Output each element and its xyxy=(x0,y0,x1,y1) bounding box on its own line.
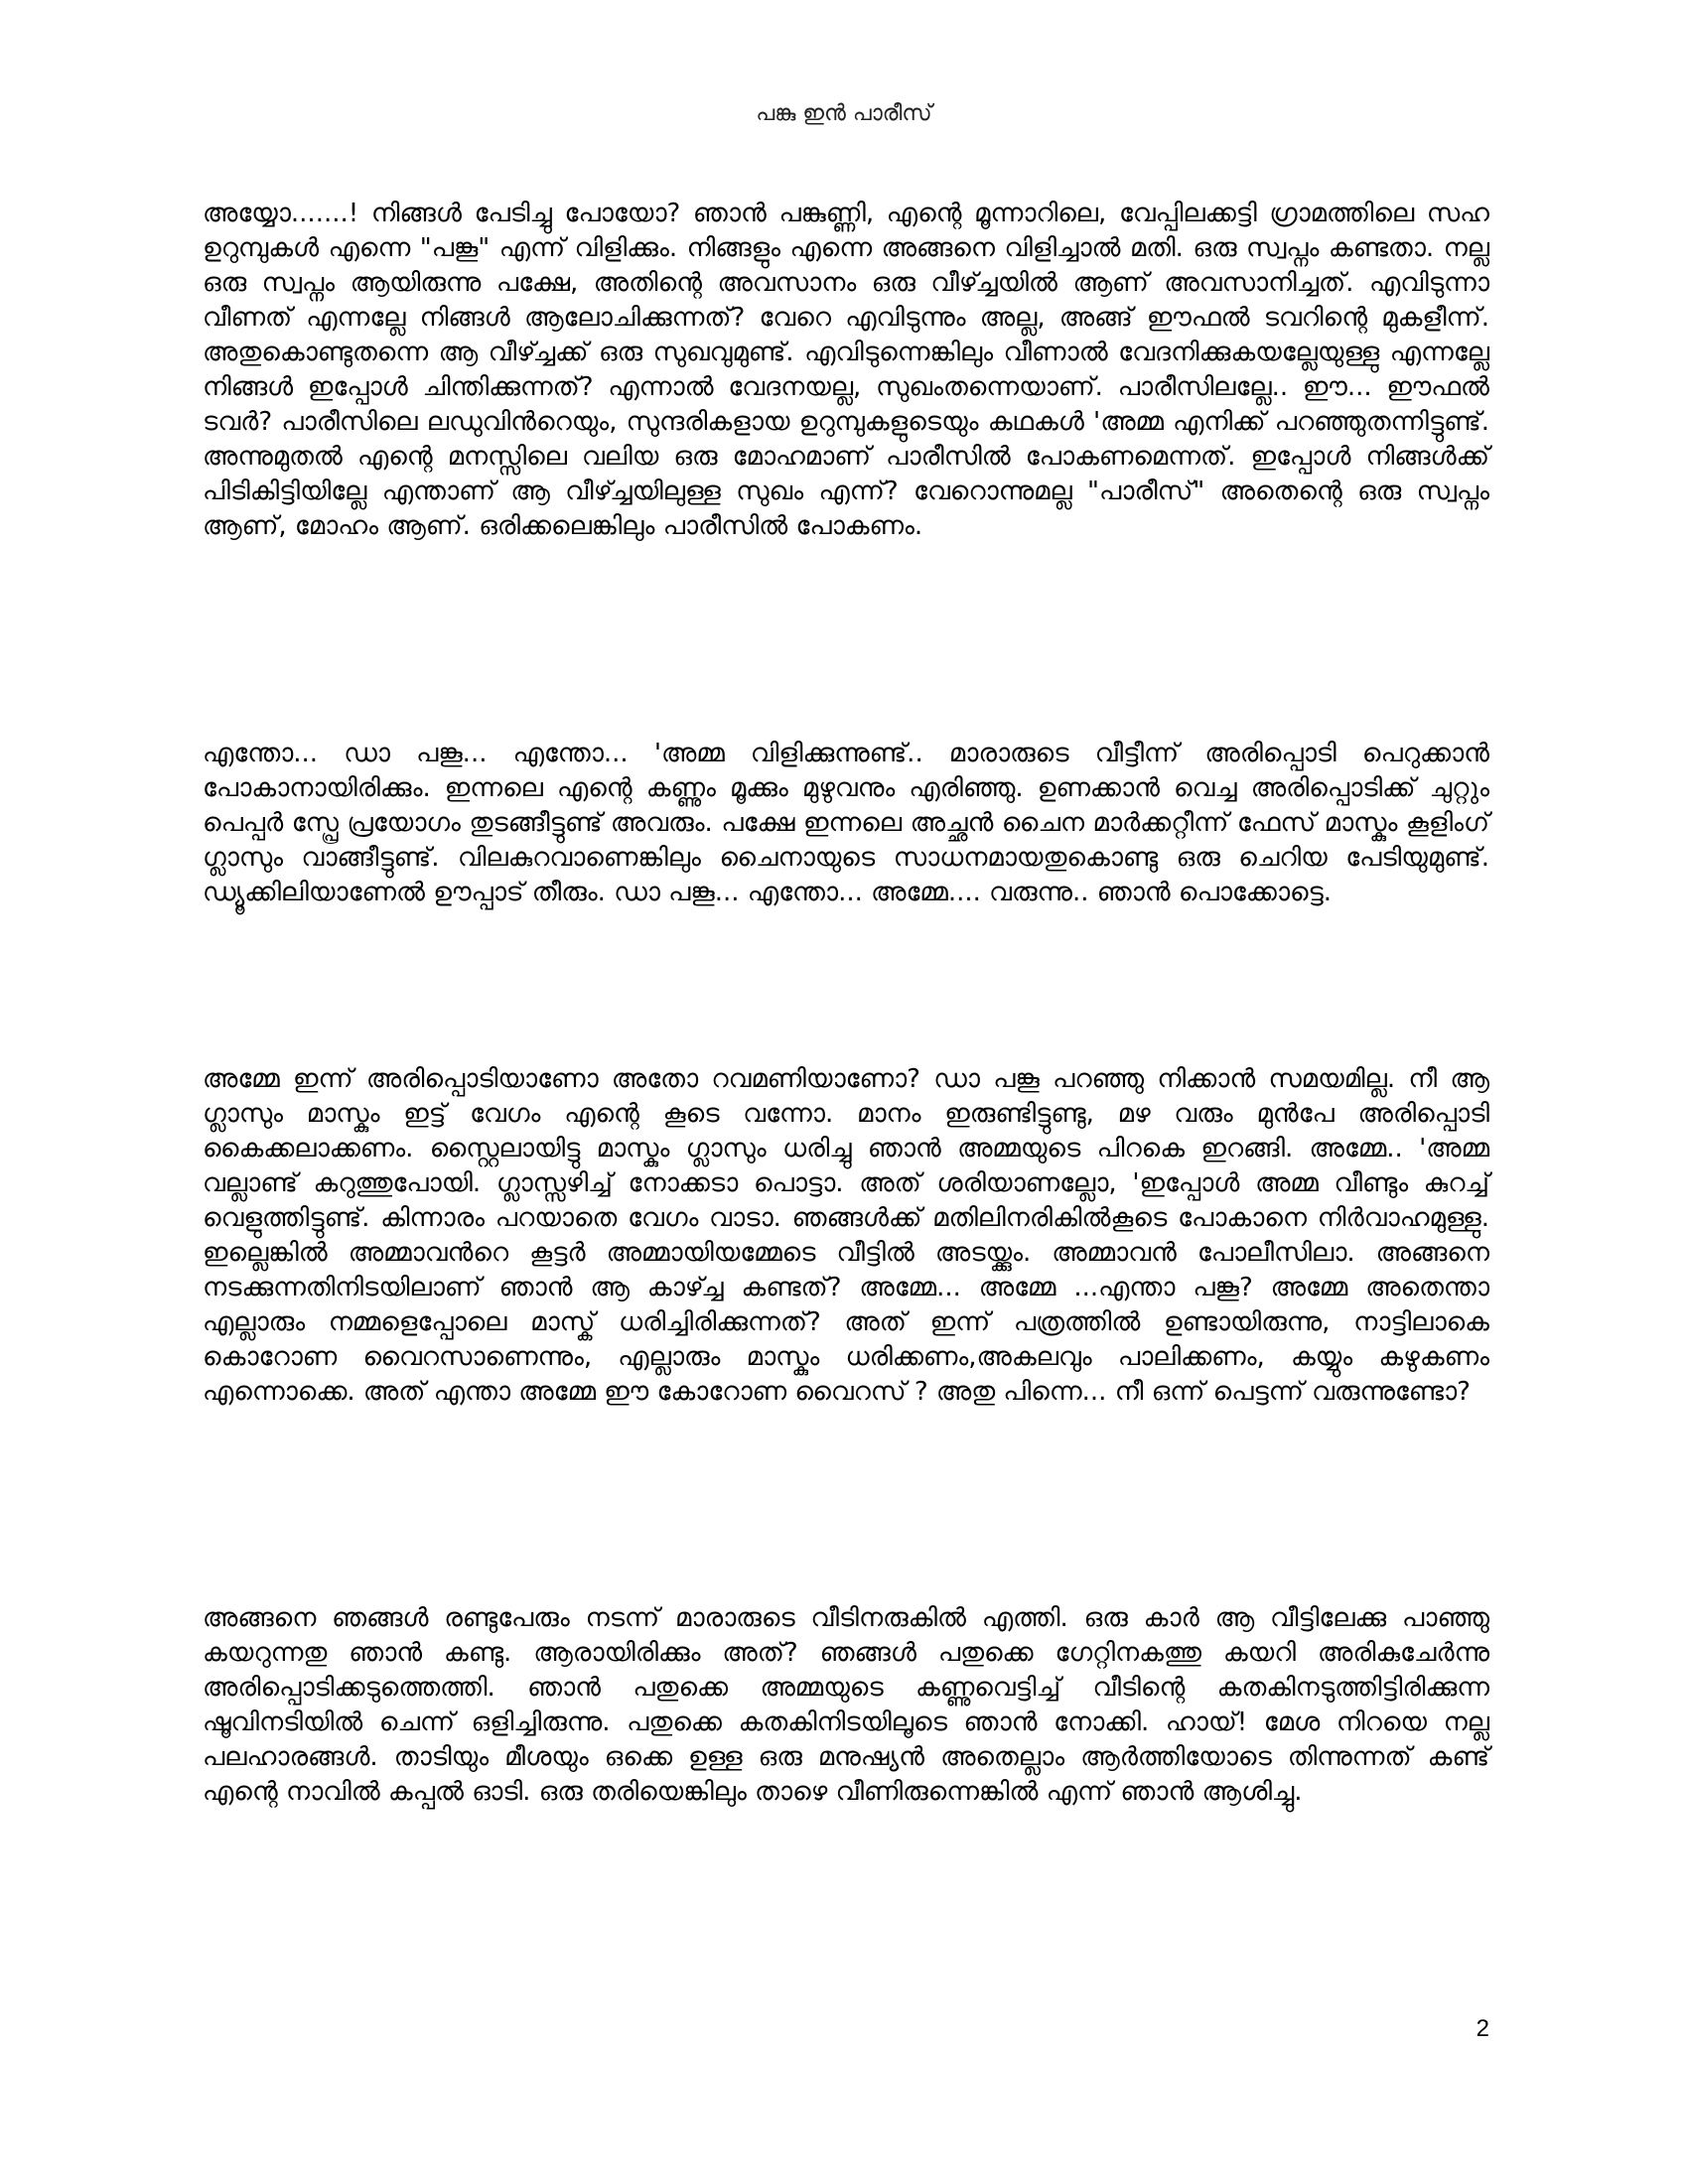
story-paragraph-1: അയ്യോ.......! നിങ്ങൾ പേടിച്ചു പോയോ? ഞാൻ പങ്കുണ്ണി, എന്റെ മൂന്നാറിലെ, വേപ്പിലക്കട്ടി ഗ്രാമത്തിലെ സഹ ഉറുമ്പുകൾ എന്നെ "പങ്കൂ" എന്ന് വിളിക്കും. നിങ്ങളും എന്നെ അങ്ങനെ വിളിച്ചാൽ മതി. ഒരു സ്വപ്നം കണ്ടതാ. നല്ല ഒരു സ്വപ്നം ആയിരുന്നു പക്ഷേ, അതിന്റെ അവസാനം ഒരു വീഴ്ച്ചയിൽ ആണ് അവസാനിച്ചത്. എവിടുന്നാ വീണത് എന്നല്ലേ നിങ്ങൾ ആലോചിക്കുന്നത്? വേറെ എവിടുന്നും അല്ല, അങ്ങ് ഈഫൽ ടവറിന്റെ മുകളീന്ന്. അതുകൊണ്ടുതന്നെ ആ വീഴ്ച്ചക്ക് ഒരു സുഖവുമുണ്ട്. എവിടുന്നെങ്കിലും വീണാൽ വേദനിക്കുകയല്ലേയുള്ളു എന്നല്ലേ നിങ്ങൾ ഇപ്പോൾ ചിന്തിക്കുന്നത്? എന്നാൽ വേദനയല്ല, സുഖംതന്നെയാണ്. പാരീസിലല്ലേ.. ഈ... ഈഫൽ ടവർ? പാരീസിലെ ലഡുവിൻറെയും, സുന്ദരികളായ ഉറുമ്പുകളുടെയും കഥകൾ 'അമ്മ എനിക്ക് പറഞ്ഞുതന്നിട്ടുണ്ട്. അന്നുമുതൽ എന്റെ മനസ്സിലെ വലിയ ഒരു മോഹമാണ് പാരീസിൽ പോകണമെന്നത്. ഇപ്പോൾ നിങ്ങൾക്ക് പിടികിട്ടിയില്ലേ എന്താണ് ആ വീഴ്ച്ചയിലുള്ള സുഖം എന്ന്? വേറൊന്നുമല്ല "പാരീസ്" അതെന്റെ ഒരു സ്വപ്നം ആണ്, മോഹം ആണ്. ഒരിക്കലെങ്കിലും പാരീസിൽ പോകണം. xyxy=(203,199,1489,541)
running-header-title: പങ്കു ഇൻ പാരീസ് xyxy=(756,101,932,126)
story-paragraph-3: അമ്മേ ഇന്ന് അരിപ്പൊടിയാണോ അതോ റവമണിയാണോ? ഡാ പങ്കൂ പറഞ്ഞു നിക്കാൻ സമയമില്ല. നീ ആ ഗ്ലാസും മാസ്കും ഇട്ട് വേഗം എന്റെ കൂടെ വന്നോ. മാനം ഇരുണ്ടിട്ടുണ്ടു, മഴ വരും മുൻപേ അരിപ്പൊടി കൈക്കലാക്കണം. സ്റ്റൈലായിട്ടു മാസ്കും ഗ്ലാസും ധരിച്ചു ഞാൻ അമ്മയുടെ പിറകെ ഇറങ്ങി. അമ്മേ.. 'അമ്മ വല്ലാണ്ട് കറുത്തുപോയി. ഗ്ലാസ്സഴിച്ച് നോക്കടാ പൊട്ടാ. അത് ശരിയാണല്ലോ, 'ഇപ്പോൾ അമ്മ വീണ്ടും കുറച്ച് വെളുത്തിട്ടുണ്ട്. കിന്നാരം പറയാതെ വേഗം വാടാ. ഞങ്ങൾക്ക് മതിലിനരികിൽകൂടെ പോകാനെ നിർവാഹമുള്ളു. ഇല്ലെങ്കിൽ അമ്മാവൻറെ കൂട്ടർ അമ്മായിയമ്മേടെ വീട്ടിൽ അടയ്ക്കും. അമ്മാവൻ പോലീസിലാ. അങ്ങനെ നടക്കുന്നതിനിടയിലാണ് ഞാൻ ആ കാഴ്ച്ച കണ്ടത്? അമ്മേ... അമ്മേ ...എന്താ പങ്കൂ? അമ്മേ അതെന്താ എല്ലാരും നമ്മളെപ്പോലെ മാസ്ക് ധരിച്ചിരിക്കുന്നത്? അത് ഇന്ന് പത്രത്തിൽ ഉണ്ടായിരുന്നു, നാട്ടിലാകെ കൊറോണ വൈറസാണെന്നും, എല്ലാരും മാസ്കും ധരിക്കണം,അകലവും പാലിക്കണം, കയ്യും കഴുകണം എന്നൊക്കെ. അത് എന്താ അമ്മേ ഈ കോറോണ വൈറസ് ? അതു പിന്നെ... നീ ഒന്ന് പെട്ടന്ന് വരുന്നുണ്ടോ? xyxy=(203,1064,1489,1407)
story-paragraph-2: എന്തോ... ഡാ പങ്കൂ... എന്തോ... 'അമ്മ വിളിക്കുന്നുണ്ട്.. മാരാരുടെ വീട്ടീന്ന് അരിപ്പൊടി പെറുക്കാൻ പോകാനായിരിക്കും. ഇന്നലെ എന്റെ കണ്ണും മൂക്കും മുഴുവനും എരിഞ്ഞു. ഉണക്കാൻ വെച്ച അരിപ്പൊടിക്ക് ചുറ്റും പെപ്പർ സ്പ്രേ പ്രയോഗം തുടങ്ങീട്ടുണ്ട് അവരും. പക്ഷേ ഇന്നലെ അച്ഛൻ ചൈന മാർക്കറ്റീന്ന് ഫേസ് മാസ്കും കൂളിംഗ് ഗ്ലാസും വാങ്ങീട്ടുണ്ട്. വിലകുറവാണെങ്കിലും ചൈനായുടെ സാധനമായതുകൊണ്ടു ഒരു ചെറിയ പേടിയുമുണ്ട്. ഡ്യൂക്കിലിയാണേൽ ഊപ്പാട് തീരും. ഡാ പങ്കൂ... എന്തോ... അമ്മേ.... വരുന്നു.. ഞാൻ പൊക്കോട്ടെ. xyxy=(203,739,1489,907)
story-paragraph-4: അങ്ങനെ ഞങ്ങൾ രണ്ടുപേരും നടന്ന് മാരാരുടെ വീടിനരുകിൽ എത്തി. ഒരു കാർ ആ വീട്ടിലേക്കു പാഞ്ഞു കയറുന്നതു ഞാൻ കണ്ടു. ആരായിരിക്കും അത്? ഞങ്ങൾ പതുക്കെ ഗേറ്റിനകത്തു കയറി അരികുചേർന്നു അരിപ്പൊടിക്കടുത്തെത്തി. ഞാൻ പതുക്കെ അമ്മയുടെ കണ്ണുവെട്ടിച്ച് വീടിന്റെ കതകിനടുത്തിട്ടിരിക്കുന്ന ഷൂവിനടിയിൽ ചെന്ന് ഒളിച്ചിരുന്നു. പതുക്കെ കതകിനിടയിലൂടെ ഞാൻ നോക്കി. ഹായ്! മേശ നിറയെ നല്ല പലഹാരങ്ങൾ. താടിയും മീശയും ഒക്കെ ഉള്ള ഒരു മനുഷ്യൻ അതെല്ലാം ആർത്തിയോടെ തിന്നുന്നത് കണ്ട് എന്റെ നാവിൽ കപ്പൽ ഓടി. ഒരു തരിയെങ്കിലും താഴെ വീണിരുന്നെങ്കിൽ എന്ന് ഞാൻ ആശിച്ചു. xyxy=(203,1603,1489,1807)
page-number: 2 xyxy=(1476,2015,1489,2042)
